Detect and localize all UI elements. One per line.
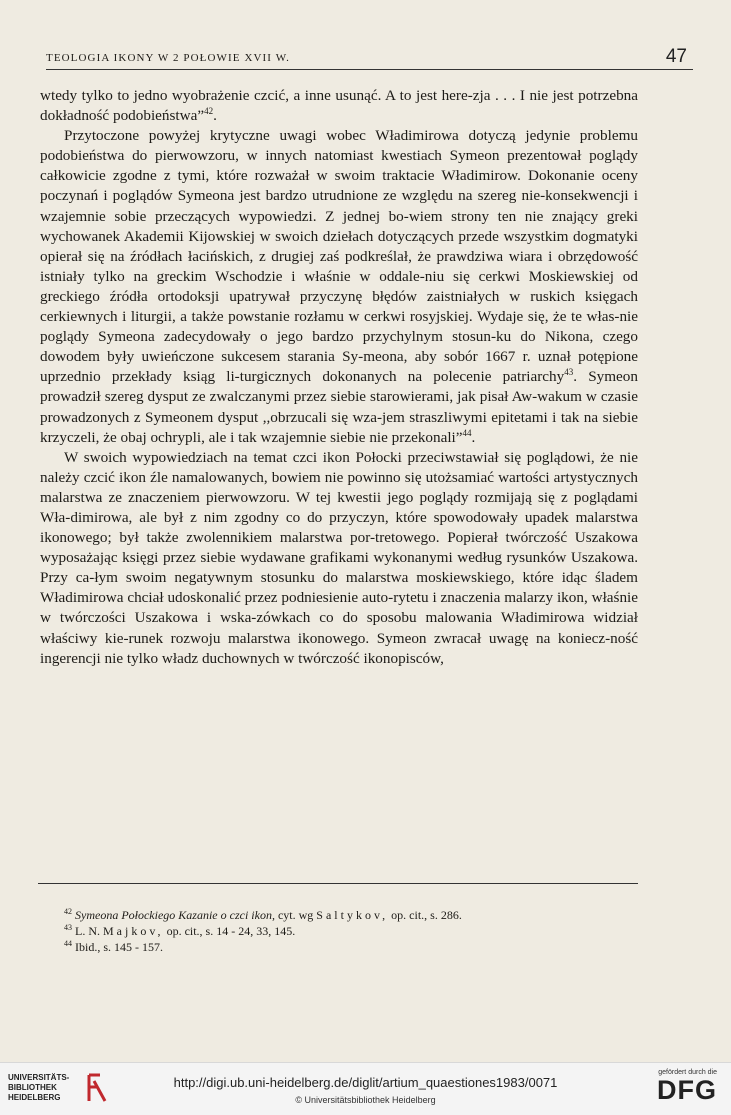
dfg-logo[interactable] <box>647 1069 717 1104</box>
running-title: TEOLOGIA IKONY W 2 POŁOWIE XVII W. <box>46 52 291 64</box>
funder-label: gefördert durch die <box>658 1069 717 1076</box>
body-text <box>40 86 638 669</box>
footnote-44: $^{44}$ Ibid., s. 145 - 157. <box>64 939 163 954</box>
copyright-notice: © Universitätsbibliothek Heidelberg <box>295 1095 436 1105</box>
page-url-link[interactable]: http://digi.ub.uni-heidelberg.de/diglit/artium_quaestiones1983/0071 <box>173 1075 558 1090</box>
library-name: UNIVERSITÄTS- BIBLIOTHEK HEIDELBERG <box>8 1073 70 1102</box>
page-number: 47 <box>665 46 687 67</box>
funder-name: DFG <box>657 1075 717 1105</box>
footnote-42: $^{42}$ Symeona Połockiego Kazanie o czci ikon, cyt. wg Saltykov, op. cit., s. 286. <box>64 907 462 922</box>
paragraph-1: wtedy tylko to jedno wyobrażenie czcić, a inne usunąć. A to jest here-zja . . . I nie jest potrzebna dokładność podobieństwa”$^{42}$. <box>40 87 638 125</box>
footnote-ref-42[interactable]: 42 <box>204 106 214 117</box>
viewer-footer <box>0 1062 731 1115</box>
header-rule <box>46 69 693 70</box>
footnote-43: $^{43}$ L. N. Majkov, op. cit., s. 14 - 24, 33, 145. <box>64 923 296 938</box>
footnote-rule <box>38 883 638 884</box>
footnotes <box>64 907 639 955</box>
paragraph-3: W swoich wypowiedziach na temat czci ikon Połocki przeciwstawiał się poglądowi, że nie należy czcić ikon źle namalowanych, bowiem nie powinno się utożsamiać wartości artystycznych malarstwa ze znaczeniem pierwowzoru. W tej kwestii jego poglądy rozmijają się z poglądami Wła-dimirowa, ale był z nim zgodny co do przyczyn, które spowodowały upadek malarstwa ikonowego; był także zwolennikiem malarstwa por-tretowego. Popierał twórczość Uszakowa wyposażając księgi przez siebie wydawane grafikami wykonanymi według rysunków Uszakowa. Przy ca-łym swoim negatywnym stosunku do malarstwa moskiewskiego, które idąc śladem Władimirowa chciał udoskonalić przez podniesienie auto-rytetu i znaczenia malarzy ikon, właśnie w twórczości Uszakowa i wska-zówkach co do sposobu malowania Władimirowa widział właściwy kie-runek rozwoju malarstwa ikonowego. Symeon zwracał uwagę na koniecz-ność ingerencji nie tylko władz duchownych w twórczość ikonopisców, <box>40 448 638 667</box>
footnote-ref-44[interactable]: 44 <box>462 427 472 438</box>
page-header <box>46 46 687 70</box>
paragraph-2: Przytoczone powyżej krytyczne uwagi wobec Władimirowa dotyczą jedynie problemu podobieństwa do pierwowzoru, w innych natomiast kwestiach Symeon prezentował poglądy całkowicie zgodne z tymi, które rozważał w swoim traktacie Władimirow. Dokonanie oceny poczynań i poglądów Symeona jest bardzo utrudnione ze względu na szereg nie-konsekwencji i wzajemnie sobie przeczących wypowiedzi. Z jednej bo-wiem strony ten nie znający greki wychowanek Akademii Kijowskiej w swoich dziełach dotyczących przede wszystkim dogmatyki opierał się na źródłach łacińskich, z drugiej zaś podkreślał, że prawdziwa wiara i obrzędowość istniały tylko na greckim Wschodzie i właśnie w oddale-niu się cerkwi Moskiewskiej od greckiego źródła ortodoksji upatrywał przyczynę błędów zaistniałych w ruskich księgach cerkiewnych i liturgii, a także powstanie rozłamu w cerkwi rosyjskiej. Wydaje się, że te włas-nie poglądy Symeona zadecydowały o jego bardzo przychylnym stosun-ku do Nikona, czego dowodem były uwieńczone sukcesem starania Sy-meona, aby sobór 1667 r. uznał potępione uprzednio przekłady ksiąg li-turgicznych dokonanych na polecenie patriarchy$^{43}$. Symeon prowadził szereg dysput ze zwalczanymi przez siebie starowierami, jak pisał Aw-wakum w czasie prowadzonych z Symeonem dysput ,,obrzucali się wza-jem straszliwymi epitetami i tak na siebie krzyczeli, że obaj ochrypli, ale i tak wzajemnie siebie nie przekonali”$^{44}$. <box>40 127 638 446</box>
footnote-ref-43[interactable]: 43 <box>564 367 574 378</box>
